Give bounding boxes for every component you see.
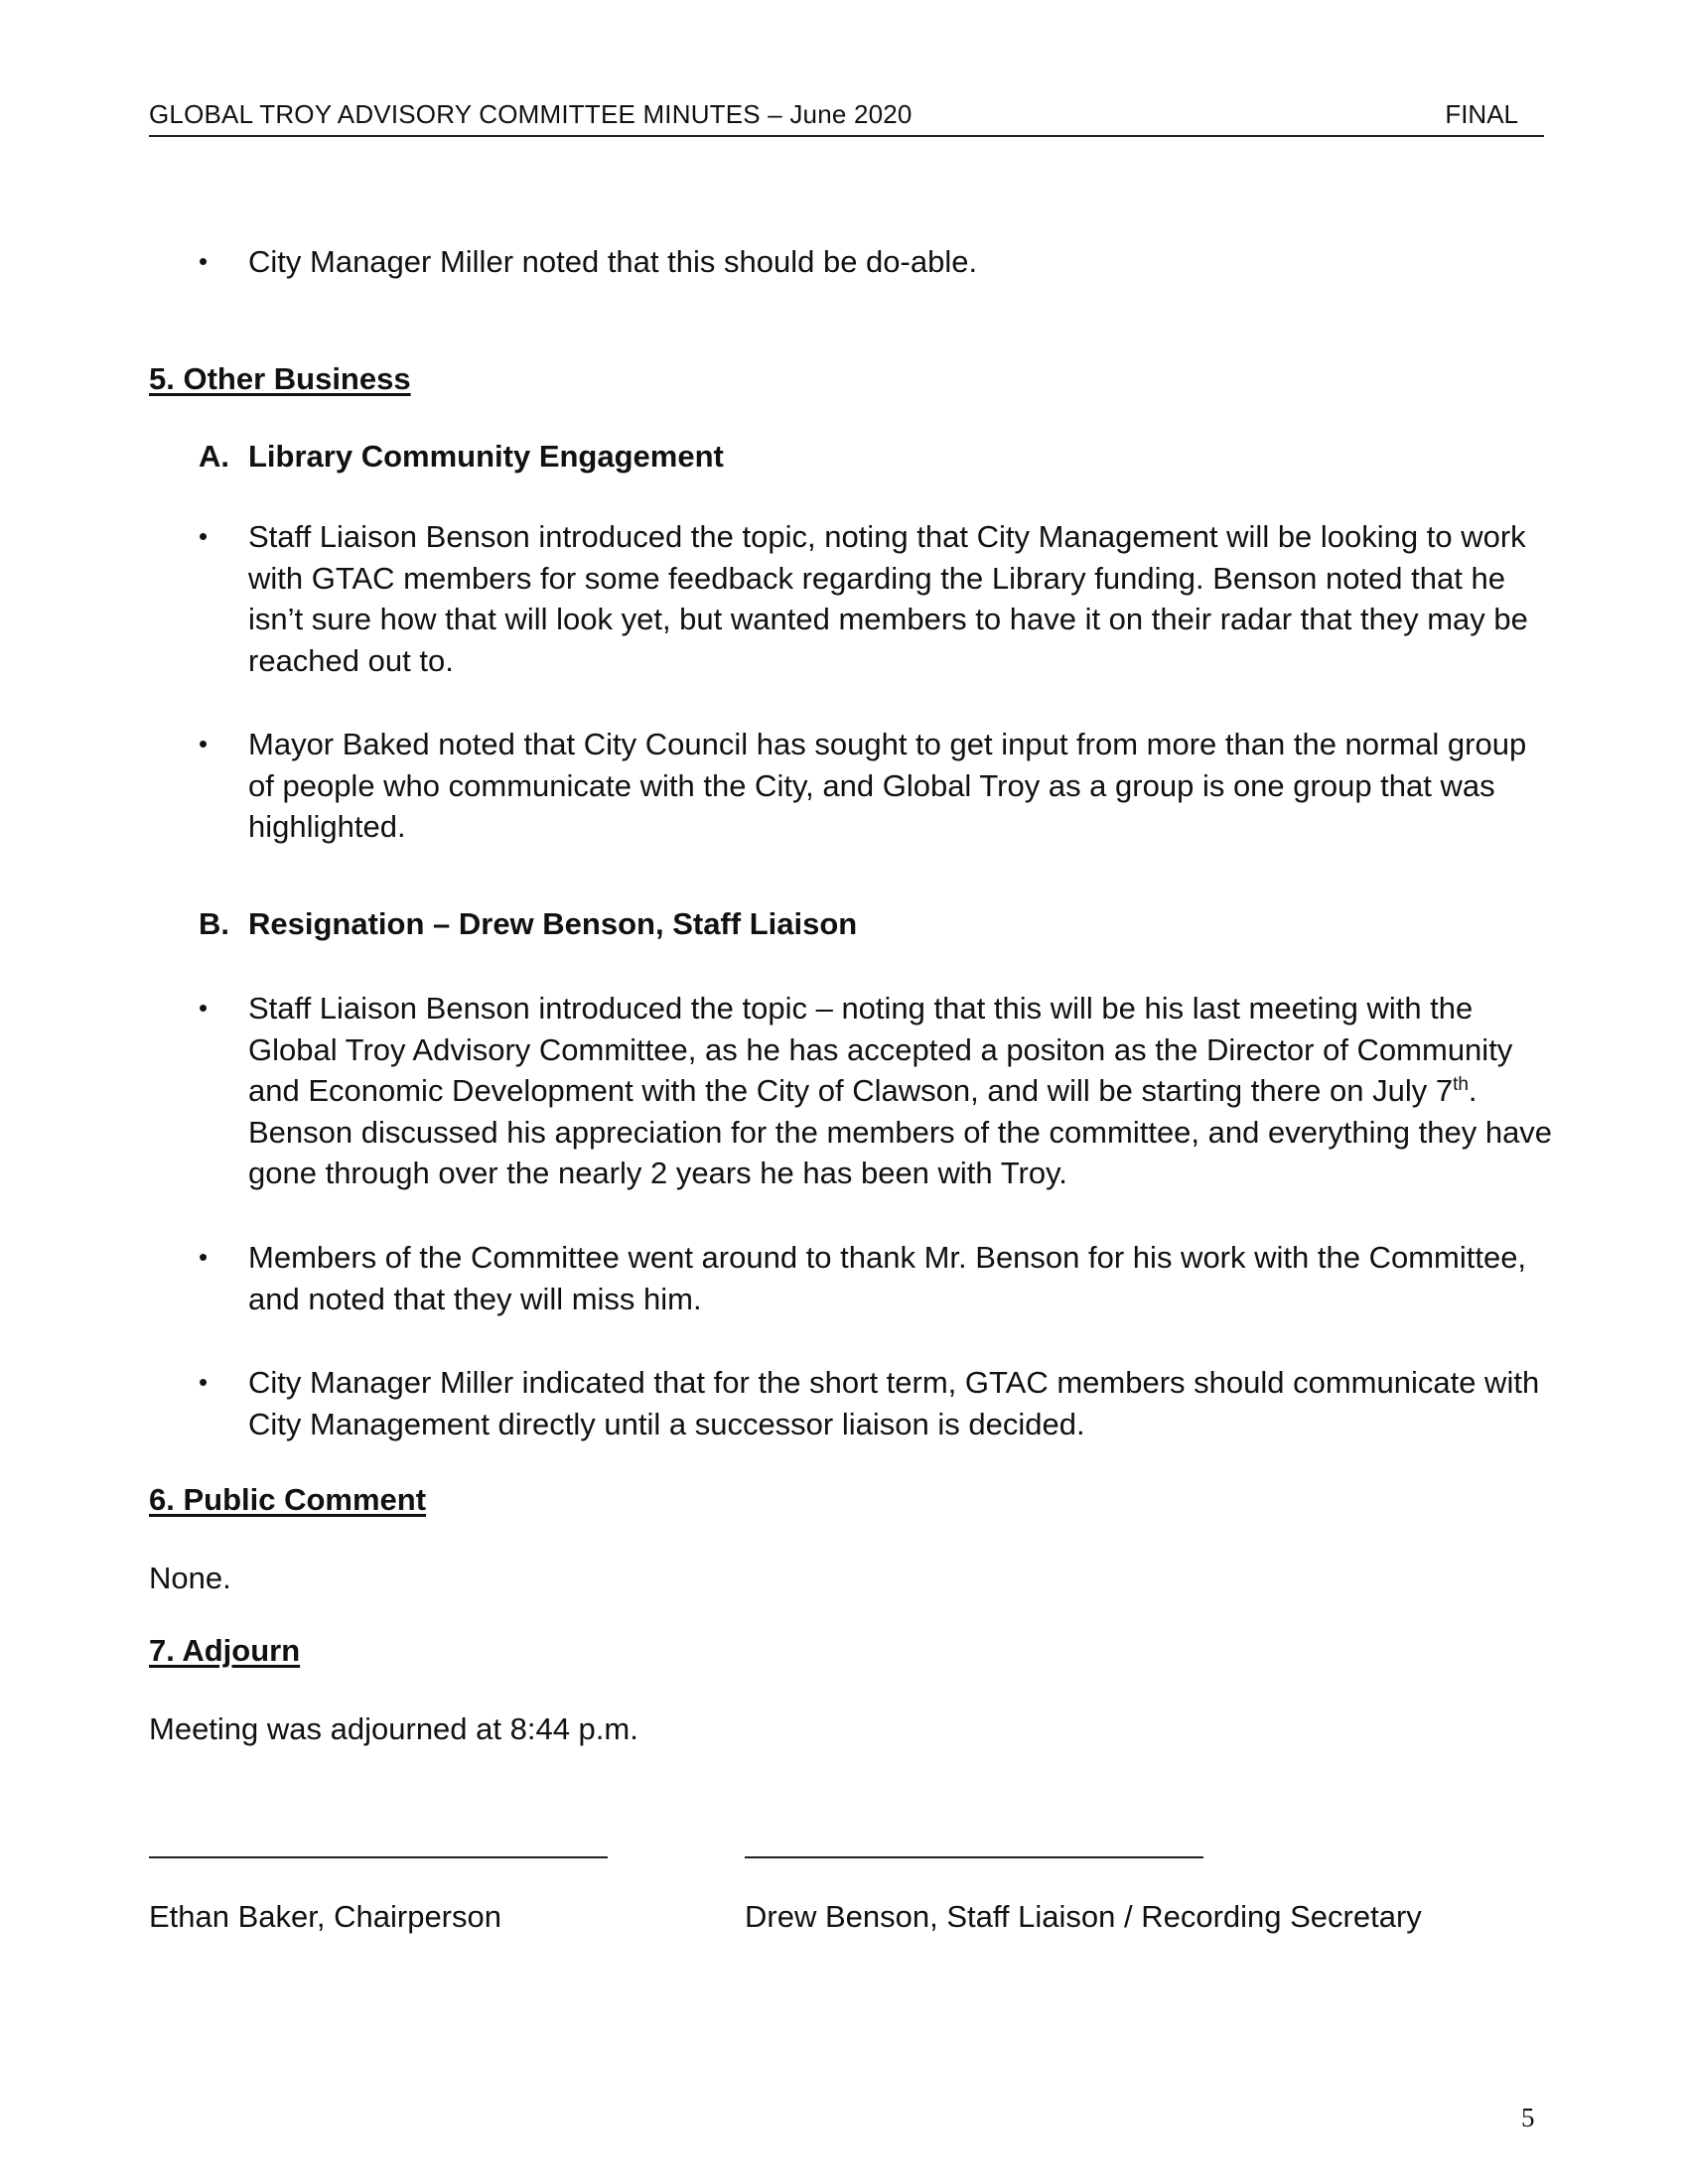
- bullet-glyph: •: [199, 521, 209, 551]
- bullet-glyph: •: [199, 993, 209, 1023]
- page-header: [149, 99, 1544, 137]
- bullet-glyph: •: [199, 729, 209, 758]
- subheading-letter: B.: [199, 906, 229, 941]
- list-item: [199, 724, 1549, 848]
- bullet-text: Mayor Baked noted that City Council has sought to get input from more than the normal group of people who communicate with the City, and Global Troy as a group is one group that was highlighted.: [248, 727, 1527, 844]
- list-item: [199, 516, 1549, 681]
- bullet-glyph: •: [199, 1367, 209, 1397]
- header-title: GLOBAL TROY ADVISORY COMMITTEE MINUTES – June 2020: [149, 99, 913, 129]
- subheading-resignation: [199, 906, 858, 942]
- subheading-library-engagement: [199, 439, 724, 475]
- section-heading-public-comment: 6. Public Comment: [149, 1482, 427, 1517]
- bullet-text: City Manager Miller indicated that for the short term, GTAC members should communicate with City Management directly until a successor liaison is decided.: [248, 1365, 1540, 1441]
- signature-line-left: [149, 1856, 608, 1858]
- page-number: 5: [1521, 2103, 1535, 2132]
- section-heading-adjourn: 7. Adjourn: [149, 1633, 301, 1668]
- subheading-letter: A.: [199, 439, 229, 474]
- list-item: [199, 988, 1559, 1194]
- superscript-ordinal: th: [1453, 1074, 1469, 1095]
- subheading-title: Library Community Engagement: [248, 439, 724, 474]
- subheading-title: Resignation – Drew Benson, Staff Liaison: [248, 906, 858, 941]
- bullet-glyph: •: [199, 1242, 209, 1272]
- bullet-text: Members of the Committee went around to thank Mr. Benson for his work with the Committee, and noted that they will miss him.: [248, 1240, 1527, 1316]
- list-item: [199, 1237, 1549, 1319]
- bullet-glyph: •: [199, 246, 209, 276]
- adjourn-text: Meeting was adjourned at 8:44 p.m.: [149, 1711, 638, 1746]
- signature-name-left: Ethan Baker, Chairperson: [149, 1899, 501, 1934]
- signature-line-right: [745, 1856, 1203, 1858]
- bullet-text: Staff Liaison Benson introduced the topic, noting that City Management will be looking to work with GTAC members for some feedback regarding the Library funding. Benson noted that he isn’t sure how that will look yet, but wanted members to have it on their radar that they may be reached out to.: [248, 519, 1528, 678]
- list-item: [199, 241, 1549, 283]
- signature-name-right: Drew Benson, Staff Liaison / Recording Secretary: [745, 1899, 1422, 1934]
- list-item: [199, 1362, 1549, 1444]
- bullet-text-part1: Staff Liaison Benson introduced the topic – noting that this will be his last meeting with the Global Troy Advisory Committee, as he has accepted a positon as the Director of Community and Economic Development with the City of Clawson, and will be starting there on July 7: [248, 991, 1513, 1108]
- bullet-text-part2: . Benson discussed his appreciation for the members of the committee, and everything they have gone through over the nearly 2 years he has been with Troy.: [248, 1073, 1553, 1190]
- section-heading-other-business: 5. Other Business: [149, 361, 411, 396]
- header-status: FINAL: [1445, 99, 1518, 129]
- public-comment-text: None.: [149, 1561, 231, 1595]
- bullet-text: City Manager Miller noted that this should be do-able.: [248, 244, 978, 279]
